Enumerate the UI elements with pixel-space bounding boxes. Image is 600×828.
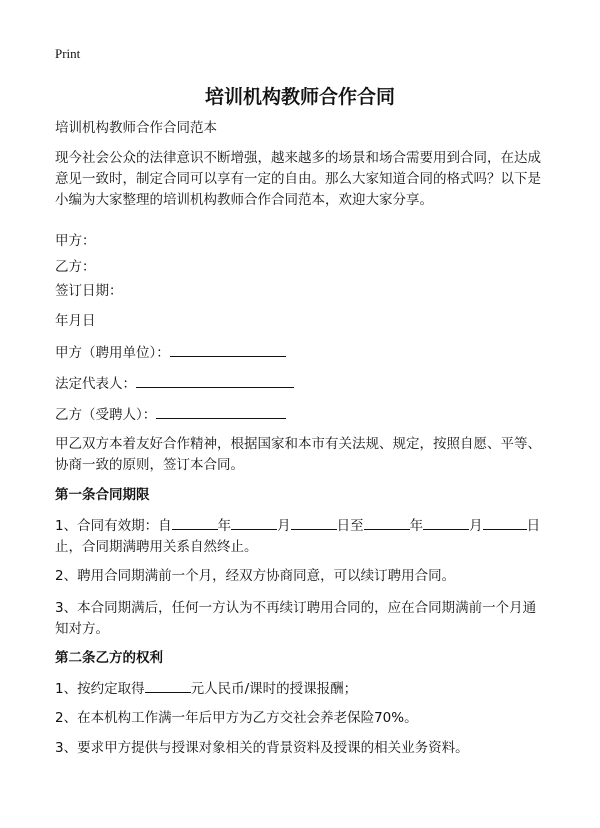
employer-blank: [170, 342, 286, 357]
text: 年: [217, 518, 232, 534]
page-title: 培训机构教师合作合同: [204, 86, 395, 108]
party-b-label: 乙方：: [55, 259, 96, 275]
article1-item3: 3、本合同期满后，任何一方认为不再续订聘用合同的，应在合同期满前一个月通知对方。: [55, 600, 537, 637]
text: 元人民币/课时的授课报酬；: [190, 681, 358, 697]
ymd-label: 年月日: [55, 313, 96, 329]
article2-heading: 第二条乙方的权利: [55, 650, 163, 666]
text: 月: [469, 518, 483, 534]
print-link[interactable]: Print: [55, 46, 81, 61]
party-a-label: 甲方：: [55, 233, 96, 249]
article2-item3: 3、要求甲方提供与授课对象相关的背景资料及授课的相关业务资料。: [55, 740, 469, 756]
text: 日至: [336, 518, 364, 534]
employee-label: 乙方（受聘人）：: [55, 407, 157, 423]
text: 月: [277, 518, 291, 534]
blank: [483, 515, 527, 530]
article1-item1: [55, 515, 545, 558]
legal-rep-blank: [136, 373, 294, 388]
subtitle: 培训机构教师合作合同范本: [55, 120, 217, 136]
intro-paragraph: 现今社会公众的法律意识不断增强，越来越多的场景和场合需要用到合同，在达成意见一致时，制定合同可以享有一定的自由。那么大家知道合同的格式吗？以下是小编为大家整理的培训机构教师合作合同范本，欢迎大家分享。: [55, 150, 541, 208]
text: 1、按约定取得: [55, 681, 145, 697]
employee-field: [55, 404, 545, 426]
legal-rep-label: 法定代表人：: [55, 376, 136, 392]
article1-heading: 第一条合同期限: [55, 487, 150, 503]
blank: [172, 515, 218, 530]
preamble-paragraph: 甲乙双方本着友好合作精神，根据国家和本市有关法规、规定，按照自愿、平等、协商一致的原则，签订本合同。: [55, 436, 541, 473]
article2-item1: [55, 678, 545, 700]
employer-label: 甲方（聘用单位）：: [55, 345, 170, 361]
employer-field: [55, 342, 545, 364]
article1-item2: 2、聘用合同期满前一个月，经双方协商同意，可以续订聘用合同。: [55, 568, 456, 584]
text: 年: [409, 518, 424, 534]
blank: [231, 515, 277, 530]
article2-item2: 2、在本机构工作满一年后甲方为乙方交社会养老保险70%。: [55, 710, 418, 726]
employee-blank: [156, 404, 286, 419]
blank: [145, 678, 191, 693]
text: 日止，合同期满聘用关系自然终止。: [55, 518, 541, 555]
blank: [364, 515, 410, 530]
blank: [423, 515, 469, 530]
legal-rep-field: [55, 373, 545, 395]
sign-date-label: 签订日期：: [55, 283, 123, 299]
text: 1、合同有效期：自: [55, 518, 172, 534]
blank: [291, 515, 337, 530]
